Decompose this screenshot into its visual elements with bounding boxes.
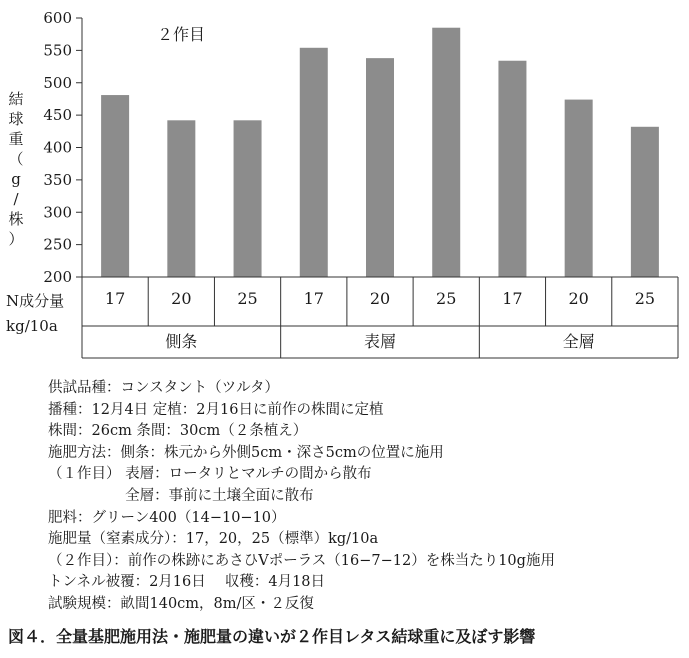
y-axis-label-char: 結 (8, 90, 24, 108)
x-tick-label: 17 (502, 289, 523, 308)
note-line: 施肥方法：側条：株元から外側5cm・深さ5cmの位置に施用 (48, 444, 444, 461)
bar (167, 120, 195, 277)
x-group-label: 表層 (363, 332, 397, 351)
note-line: トンネル被覆：2月16日 収穫：4月18日 (48, 574, 326, 591)
y-axis-label-char: g (11, 170, 21, 188)
x-tick-label: 25 (237, 289, 258, 308)
y-tick-label: 500 (43, 73, 72, 92)
x-row-label-n: N成分量 (6, 292, 65, 310)
x-tick-label: 25 (436, 289, 457, 308)
x-group-label: 全層 (562, 332, 595, 351)
y-tick-label: 600 (43, 9, 72, 27)
x-tick-label: 20 (369, 289, 391, 308)
note-line: （１作目） 表層：ロータリとマルチの間から散布 (48, 466, 372, 483)
x-tick-label: 25 (634, 289, 656, 308)
note-line: 試験規模：畝間140cm，8m/区・２反復 (48, 595, 314, 612)
note-line: 全層：事前に土壌全面に散布 (48, 487, 314, 504)
x-tick-label: 20 (171, 289, 192, 308)
x-tick-label: 17 (303, 289, 324, 308)
x-group-label: 側条 (165, 332, 198, 351)
bar (432, 28, 460, 277)
y-axis-label-char: 球 (8, 110, 24, 128)
experiment-notes (48, 378, 555, 616)
y-axis-label-char: ） (8, 230, 24, 248)
note-line: 施肥量（窒素成分）：17，20，25（標準）kg/10a (48, 531, 379, 548)
y-axis-label-char: 株 (8, 210, 24, 228)
bar (631, 127, 659, 277)
bar (300, 48, 328, 277)
bar (234, 120, 262, 277)
y-tick-label: 450 (43, 106, 72, 125)
x-tick-label: 20 (568, 289, 589, 308)
y-axis-label-char: / (13, 190, 19, 208)
bar (565, 100, 593, 277)
x-category-table (82, 277, 678, 358)
note-line: 肥料：グリーン400（14−10−10） (48, 509, 286, 526)
x-row-label-unit: kg/10a (6, 317, 58, 335)
bar (498, 61, 526, 277)
y-tick-label: 250 (43, 235, 72, 254)
y-axis-label-char: （ (8, 150, 24, 168)
bar (366, 58, 394, 277)
bar-series (101, 28, 659, 277)
y-axis-label-char: 重 (8, 130, 24, 148)
figure-caption: 図４．全量基肥施用法・施肥量の違いが２作目レタス結球重に及ぼす影響 (8, 627, 536, 646)
y-axis-label (8, 90, 23, 248)
note-line: （２作目）：前作の株跡にあさひVポーラス（16−7−12）を株当たり10g施用 (48, 552, 555, 569)
note-line: 供試品種：コンスタント（ツルタ） (48, 380, 279, 396)
y-tick-label: 300 (43, 203, 72, 222)
bar (101, 95, 129, 277)
note-line: 株間：26cm 条間：30cm（２条植え） (48, 423, 308, 440)
chart-annotation: ２作目 (157, 25, 206, 44)
y-tick-label: 400 (43, 138, 72, 157)
y-tick-label: 350 (43, 170, 72, 189)
x-tick-label: 17 (104, 289, 126, 308)
y-tick-label: 200 (43, 268, 72, 286)
y-tick-label: 550 (43, 41, 72, 60)
note-line: 播種：12月4日 定植：2月16日に前作の株間に定植 (48, 401, 384, 418)
